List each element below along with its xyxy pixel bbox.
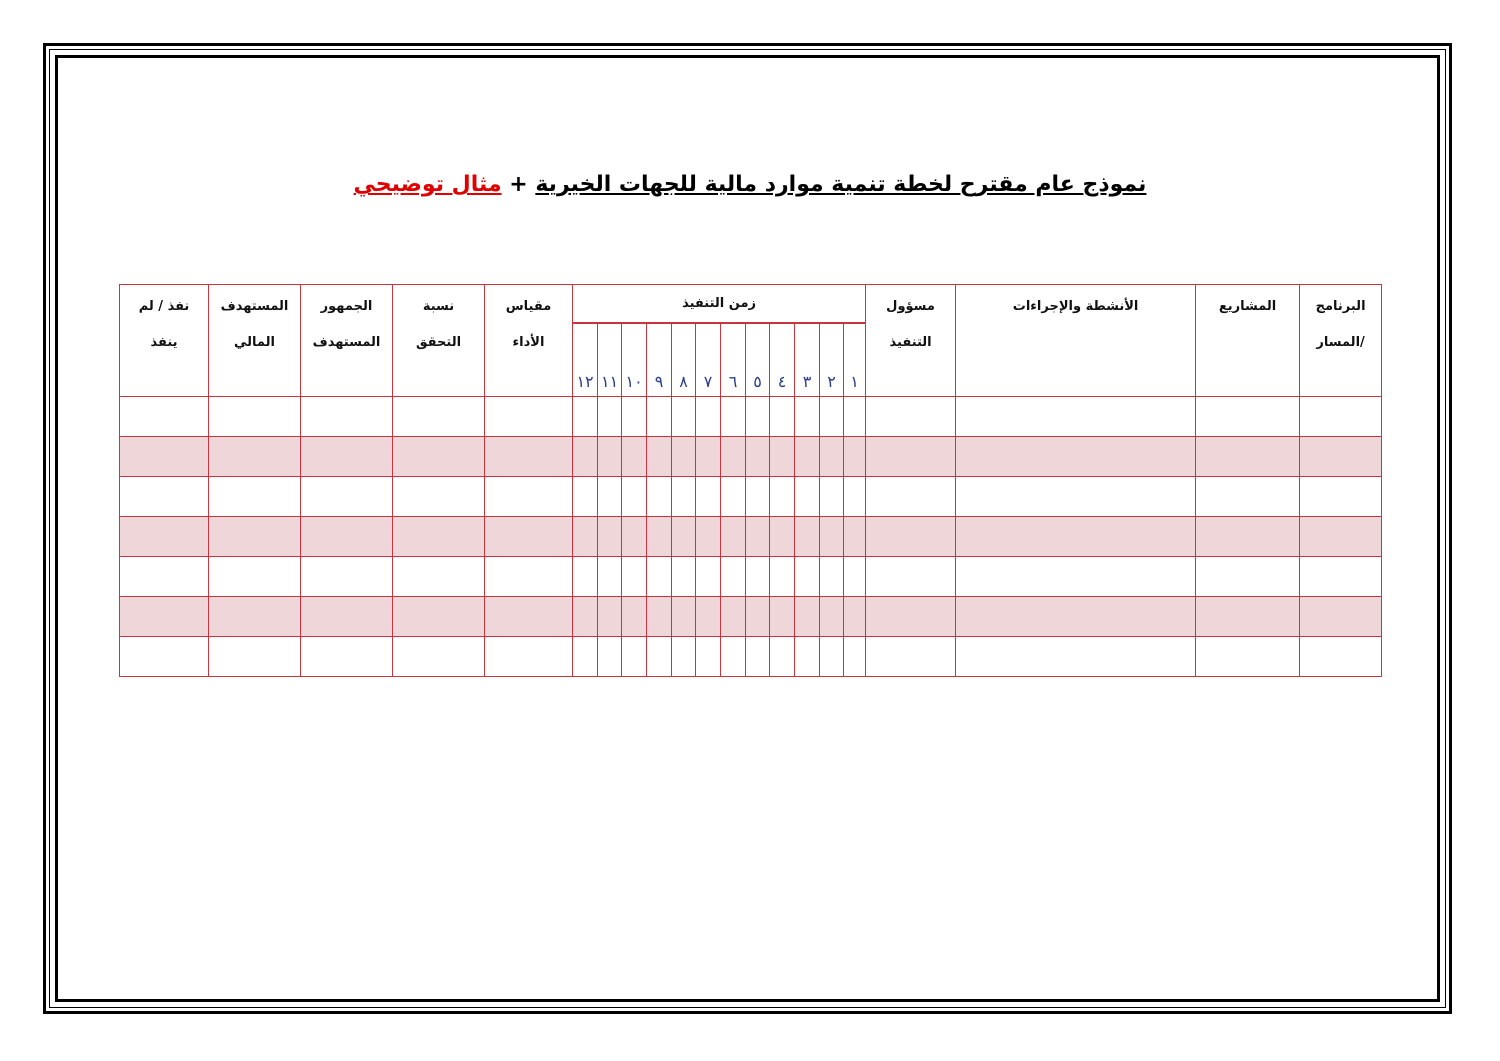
table-cell[interactable]	[721, 557, 746, 597]
resource-plan-table	[119, 284, 1382, 677]
table-cell[interactable]	[622, 557, 647, 597]
table-cell[interactable]	[209, 517, 301, 557]
table-cell[interactable]	[209, 597, 301, 637]
table-cell[interactable]	[1196, 477, 1300, 517]
table-cell[interactable]	[1300, 557, 1382, 597]
header-audience-line-1: الجمهور	[320, 299, 373, 314]
table-cell[interactable]	[209, 637, 301, 677]
header-financial-target-line-2: المالي	[234, 335, 275, 350]
table-cell[interactable]	[721, 397, 746, 437]
table-cell[interactable]	[956, 437, 1196, 477]
month-header: ٣	[795, 323, 820, 397]
header-kpi-line-2: الأداء	[512, 335, 545, 350]
table-body	[120, 397, 1382, 677]
table-cell[interactable]	[866, 477, 956, 517]
table-cell[interactable]	[696, 437, 721, 477]
table-cell[interactable]	[866, 517, 956, 557]
table-cell[interactable]	[1300, 517, 1382, 557]
header-responsible-line-1: مسؤول	[886, 299, 935, 314]
title-highlight: مثال توضيحي	[353, 172, 502, 197]
table-cell[interactable]	[956, 517, 1196, 557]
table-cell[interactable]	[485, 397, 573, 437]
table-cell[interactable]	[795, 477, 820, 517]
table-cell[interactable]	[598, 637, 622, 677]
table-cell[interactable]	[746, 597, 770, 637]
table-cell[interactable]	[1300, 397, 1382, 437]
table-cell[interactable]	[956, 557, 1196, 597]
table-cell[interactable]	[301, 637, 393, 677]
table-cell[interactable]	[866, 397, 956, 437]
table-cell[interactable]	[598, 597, 622, 637]
table-cell[interactable]	[866, 557, 956, 597]
month-header: ٨	[672, 323, 696, 397]
table-cell[interactable]	[672, 397, 696, 437]
table-cell[interactable]	[622, 637, 647, 677]
table-cell[interactable]	[598, 557, 622, 597]
table-cell[interactable]	[622, 477, 647, 517]
table-cell[interactable]	[1196, 437, 1300, 477]
table-cell[interactable]	[696, 597, 721, 637]
month-header: ٦	[721, 323, 746, 397]
table-cell[interactable]	[1196, 597, 1300, 637]
table-row	[120, 397, 1382, 437]
table-cell[interactable]	[746, 557, 770, 597]
table-cell[interactable]	[672, 517, 696, 557]
table-cell[interactable]	[598, 397, 622, 437]
header-status-line-2: ينفذ	[150, 335, 178, 350]
table-cell[interactable]	[622, 597, 647, 637]
table-cell[interactable]	[866, 597, 956, 637]
header-responsible	[866, 285, 956, 397]
header-kpi-line-1: مقياس	[505, 299, 552, 314]
table-row	[120, 557, 1382, 597]
table-cell[interactable]	[485, 597, 573, 637]
table-cell[interactable]	[647, 597, 672, 637]
table-cell[interactable]	[672, 477, 696, 517]
header-kpi	[485, 285, 573, 397]
table-cell[interactable]	[209, 397, 301, 437]
page-title	[0, 172, 1500, 197]
month-header: ٥	[746, 323, 770, 397]
table-cell[interactable]	[770, 517, 795, 557]
table-cell[interactable]	[672, 637, 696, 677]
table-row	[120, 477, 1382, 517]
table-cell[interactable]	[622, 437, 647, 477]
header-row-top	[120, 285, 1382, 323]
table-cell[interactable]	[573, 637, 598, 677]
table-cell[interactable]	[301, 597, 393, 637]
table-cell[interactable]	[485, 637, 573, 677]
header-activities	[956, 285, 1196, 397]
table-cell[interactable]	[1300, 637, 1382, 677]
table-cell[interactable]	[1196, 637, 1300, 677]
table-cell[interactable]	[721, 437, 746, 477]
header-projects	[1196, 285, 1300, 397]
header-audience-line-2: المستهدف	[312, 335, 381, 350]
header-audience	[301, 285, 393, 397]
table-cell[interactable]	[721, 637, 746, 677]
table-cell[interactable]	[696, 517, 721, 557]
table-cell[interactable]	[770, 477, 795, 517]
table-cell[interactable]	[672, 557, 696, 597]
table-cell[interactable]	[209, 557, 301, 597]
table-cell[interactable]	[770, 557, 795, 597]
table-cell[interactable]	[120, 597, 209, 637]
table-cell[interactable]	[696, 477, 721, 517]
table-cell[interactable]	[746, 397, 770, 437]
table-cell[interactable]	[485, 437, 573, 477]
table-cell[interactable]	[956, 597, 1196, 637]
table-cell[interactable]	[820, 517, 844, 557]
header-achievement-line-2: التحقق	[415, 335, 462, 350]
table-cell[interactable]	[647, 637, 672, 677]
table-cell[interactable]	[770, 397, 795, 437]
table-cell[interactable]	[647, 477, 672, 517]
table-cell[interactable]	[956, 637, 1196, 677]
table-cell[interactable]	[696, 557, 721, 597]
table-cell[interactable]	[622, 397, 647, 437]
table-cell[interactable]	[120, 477, 209, 517]
table-cell[interactable]	[598, 477, 622, 517]
table-cell[interactable]	[770, 597, 795, 637]
table-cell[interactable]	[820, 437, 844, 477]
table-cell[interactable]	[770, 637, 795, 677]
table-cell[interactable]	[573, 397, 598, 437]
title-plus: +	[501, 172, 536, 197]
table-cell[interactable]	[647, 517, 672, 557]
table-cell[interactable]	[844, 517, 866, 557]
table-cell[interactable]	[393, 637, 485, 677]
table-cell[interactable]	[956, 477, 1196, 517]
table-cell[interactable]	[1300, 437, 1382, 477]
table-cell[interactable]	[820, 637, 844, 677]
table-cell[interactable]	[647, 397, 672, 437]
table-cell[interactable]	[622, 517, 647, 557]
table-cell[interactable]	[770, 437, 795, 477]
table-cell[interactable]	[866, 437, 956, 477]
table-cell[interactable]	[573, 437, 598, 477]
table-cell[interactable]	[485, 517, 573, 557]
table-cell[interactable]	[485, 557, 573, 597]
table-cell[interactable]	[956, 397, 1196, 437]
month-header: ٤	[770, 323, 795, 397]
table-cell[interactable]	[1196, 397, 1300, 437]
table-cell[interactable]	[573, 517, 598, 557]
table-cell[interactable]	[209, 477, 301, 517]
table-cell[interactable]	[573, 557, 598, 597]
table-cell[interactable]	[672, 437, 696, 477]
header-achievement	[393, 285, 485, 397]
table-cell[interactable]	[120, 397, 209, 437]
table-cell[interactable]	[393, 557, 485, 597]
table-cell[interactable]	[746, 437, 770, 477]
header-achievement-line-1: نسبة	[422, 299, 455, 314]
table-cell[interactable]	[573, 597, 598, 637]
table-cell[interactable]	[647, 557, 672, 597]
table-cell[interactable]	[301, 557, 393, 597]
table-cell[interactable]	[393, 397, 485, 437]
table-cell[interactable]	[598, 517, 622, 557]
table-cell[interactable]	[844, 557, 866, 597]
table-cell[interactable]	[844, 637, 866, 677]
month-header: ١٠	[622, 323, 647, 397]
table-cell[interactable]	[647, 437, 672, 477]
title-main: نموذج عام مقترح لخطة تنمية موارد مالية للجهات الخيرية	[535, 172, 1147, 197]
header-financial-target-line-1: المستهدف	[220, 299, 289, 314]
table-cell[interactable]	[393, 517, 485, 557]
header-program-line-2: /المسار	[1316, 335, 1365, 350]
table-cell[interactable]	[573, 477, 598, 517]
table-cell[interactable]	[746, 637, 770, 677]
month-header: ٧	[696, 323, 721, 397]
month-header: ٩	[647, 323, 672, 397]
table-cell[interactable]	[393, 477, 485, 517]
table-cell[interactable]	[746, 517, 770, 557]
header-program-line-1: البرنامج	[1315, 299, 1366, 314]
table-cell[interactable]	[393, 437, 485, 477]
table-cell[interactable]	[209, 437, 301, 477]
table-cell[interactable]	[120, 557, 209, 597]
table-cell[interactable]	[795, 637, 820, 677]
table-cell[interactable]	[820, 557, 844, 597]
table-cell[interactable]	[301, 437, 393, 477]
table-cell[interactable]	[598, 437, 622, 477]
header-program	[1300, 285, 1382, 397]
table-row	[120, 637, 1382, 677]
table-cell[interactable]	[485, 477, 573, 517]
table-cell[interactable]	[696, 397, 721, 437]
table-cell[interactable]	[120, 437, 209, 477]
table-cell[interactable]	[820, 477, 844, 517]
table-row	[120, 437, 1382, 477]
table-cell[interactable]	[721, 517, 746, 557]
table-cell[interactable]	[820, 597, 844, 637]
table-cell[interactable]	[844, 437, 866, 477]
month-header: ٢	[820, 323, 844, 397]
table-cell[interactable]	[301, 477, 393, 517]
header-activities-line-1: الأنشطة والإجراءات	[1012, 299, 1139, 314]
table-cell[interactable]	[672, 597, 696, 637]
table-cell[interactable]	[844, 397, 866, 437]
table-cell[interactable]	[795, 437, 820, 477]
table-cell[interactable]	[866, 637, 956, 677]
table-cell[interactable]	[120, 517, 209, 557]
table-cell[interactable]	[844, 597, 866, 637]
table-cell[interactable]	[120, 637, 209, 677]
table-cell[interactable]	[393, 597, 485, 637]
table-row	[120, 517, 1382, 557]
header-status	[120, 285, 209, 397]
table-cell[interactable]	[746, 477, 770, 517]
table-cell[interactable]	[795, 517, 820, 557]
header-status-line-1: نفذ / لم	[138, 299, 190, 314]
table-cell[interactable]	[301, 517, 393, 557]
month-header: ١	[844, 323, 866, 397]
header-financial-target	[209, 285, 301, 397]
table-cell[interactable]	[1196, 517, 1300, 557]
table-cell[interactable]	[1300, 477, 1382, 517]
table-cell[interactable]	[1300, 597, 1382, 637]
table-cell[interactable]	[795, 397, 820, 437]
table-cell[interactable]	[696, 637, 721, 677]
table-cell[interactable]	[1196, 557, 1300, 597]
header-execution-time: زمن التنفيذ	[573, 285, 866, 323]
table-cell[interactable]	[721, 597, 746, 637]
month-header: ١١	[598, 323, 622, 397]
table-cell[interactable]	[721, 477, 746, 517]
table-cell[interactable]	[795, 557, 820, 597]
table-cell[interactable]	[795, 597, 820, 637]
table-row	[120, 597, 1382, 637]
table-cell[interactable]	[844, 477, 866, 517]
month-header: ١٢	[573, 323, 598, 397]
table-cell[interactable]	[820, 397, 844, 437]
header-responsible-line-2: التنفيذ	[889, 335, 932, 350]
header-projects-line-1: المشاريع	[1218, 299, 1277, 314]
table-cell[interactable]	[301, 397, 393, 437]
